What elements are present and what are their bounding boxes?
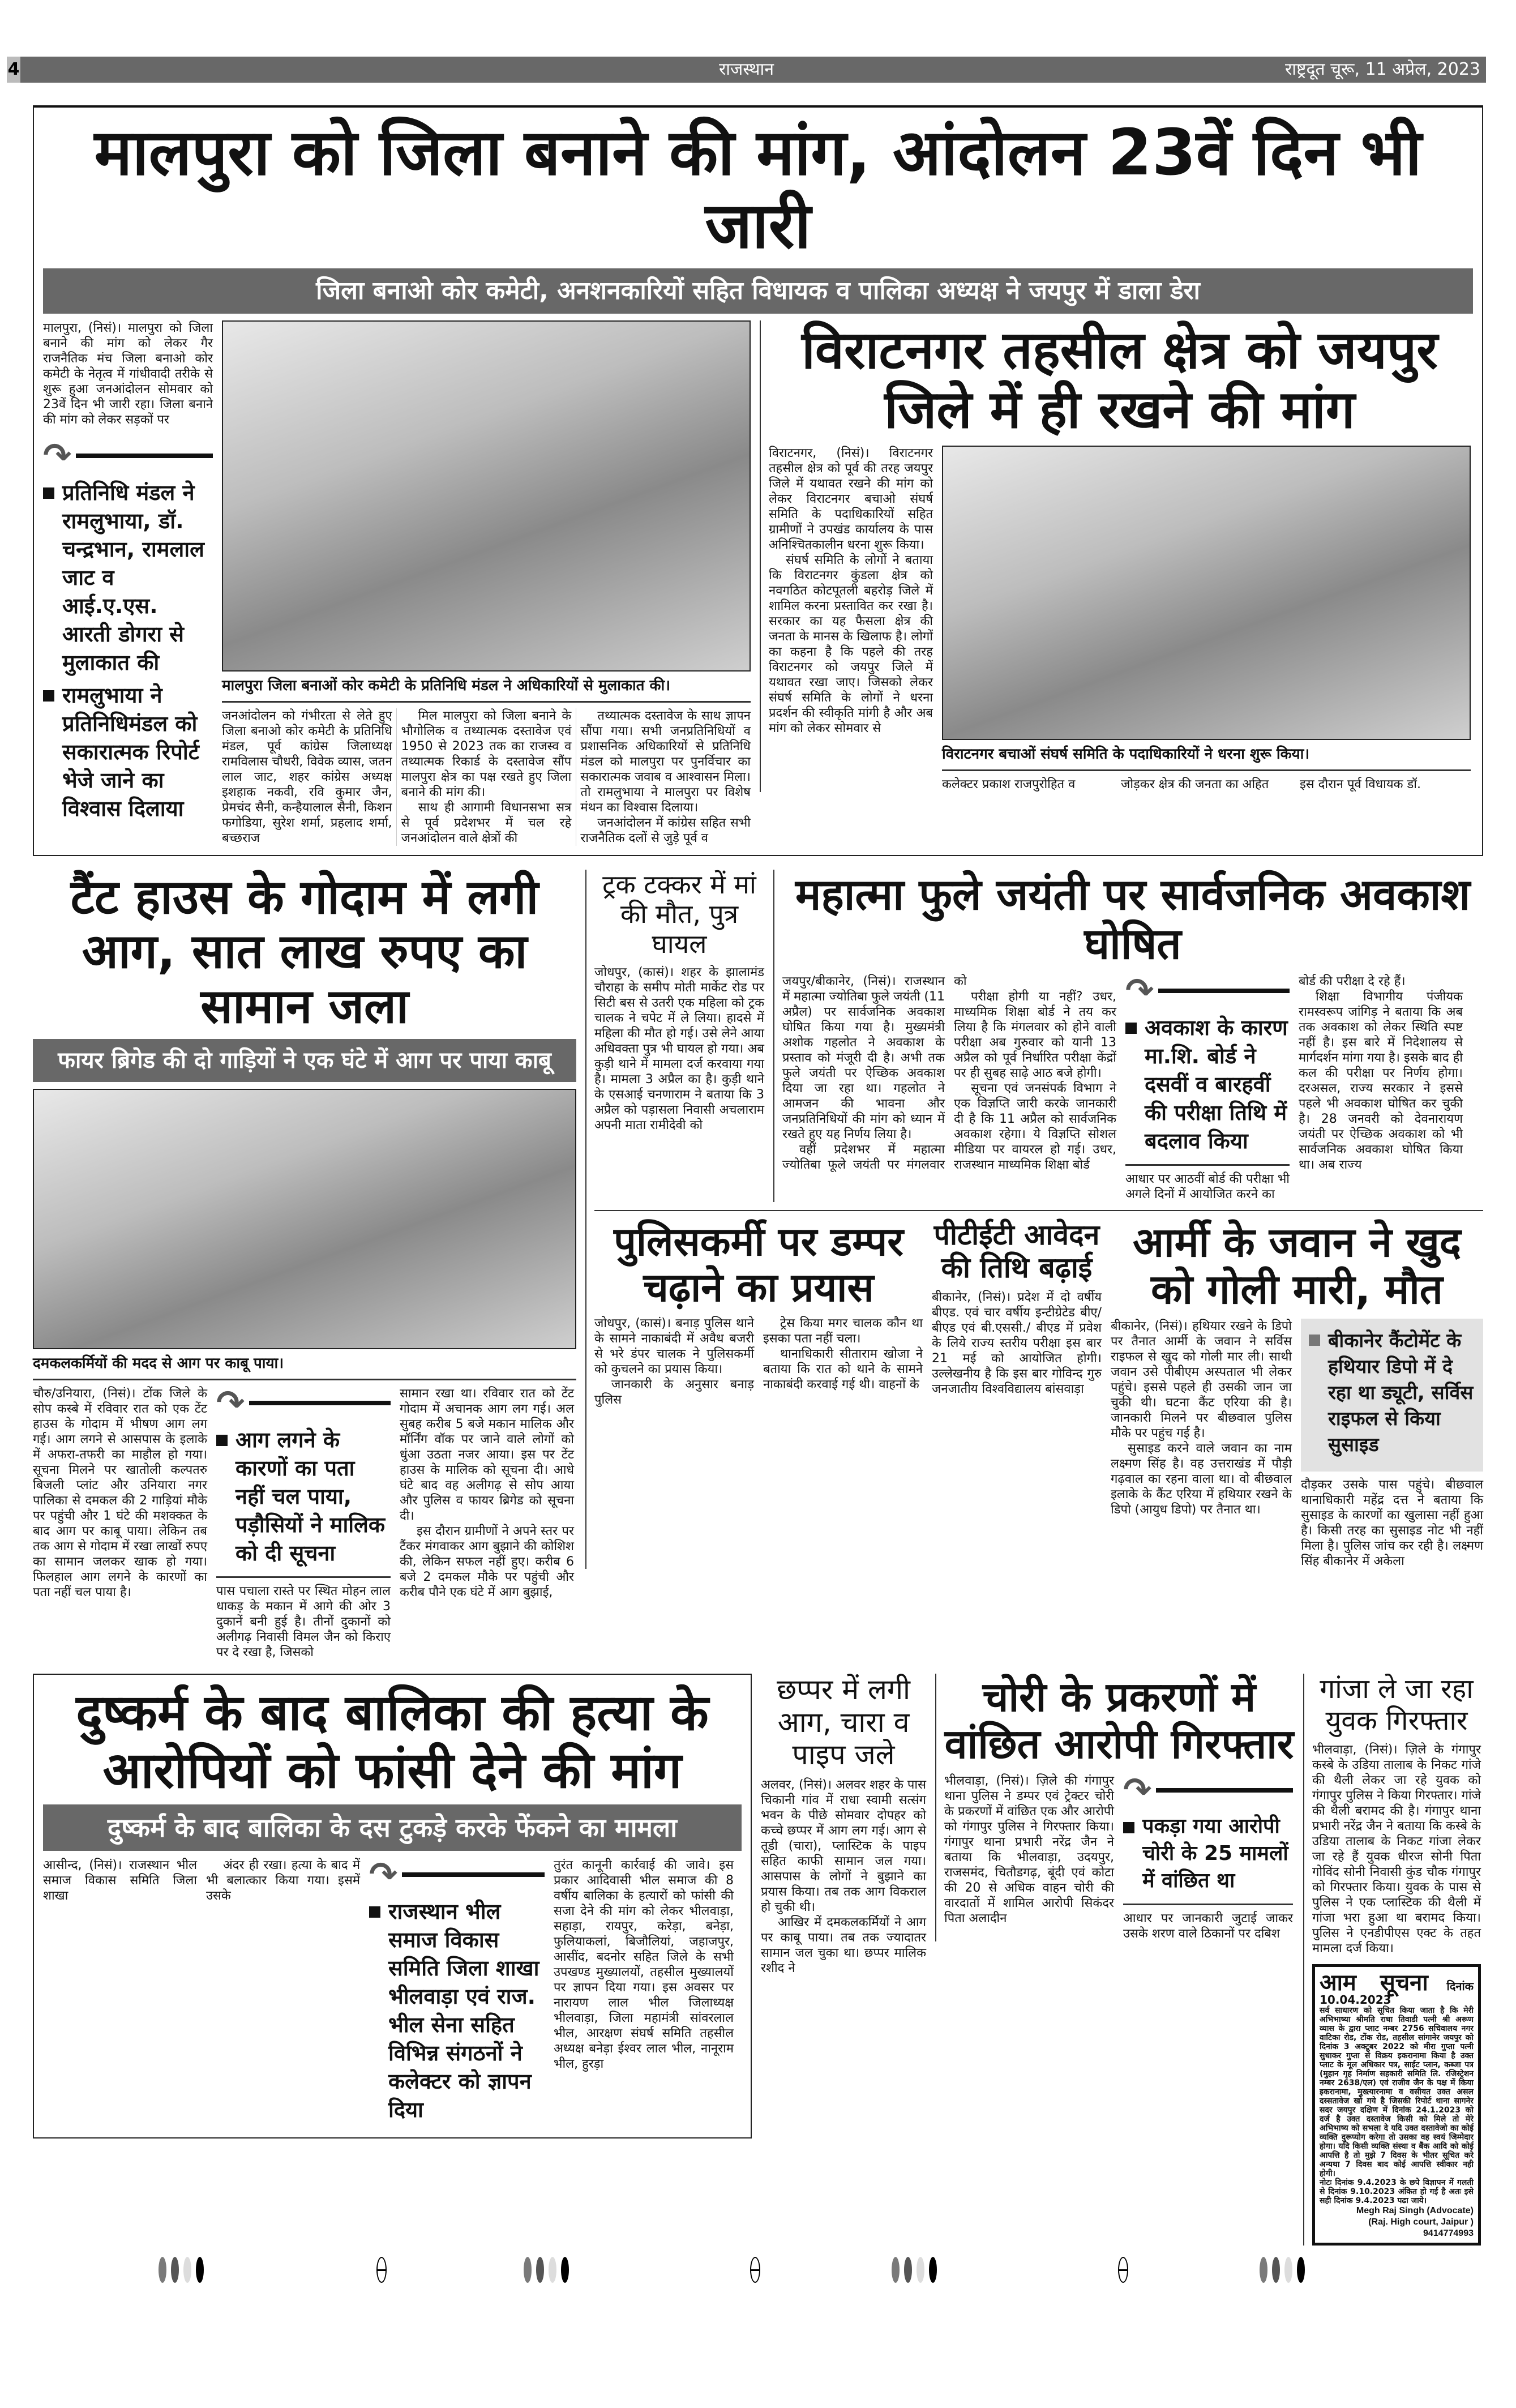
malpura-subhead: जिला बनाओ कोर कमेटी, अनशनकारियों सहित विधायक व पालिका अध्यक्ष ने जयपुर में डाला डेरा bbox=[43, 268, 1473, 314]
rape-body: आसीन्द, (निसं)। राजस्थान भील समाज विकास समिति जिला शाखा अंदर ही रखा। हत्या के बाद में भी बलात्कार किया गया। इसमें उसके bbox=[43, 1858, 360, 1903]
malpura-highlights bbox=[43, 435, 213, 823]
chappar-body: अलवर, (निसं)। अलवर शहर के पास चिकानी गांव में राधा स्वामी सत्संग भवन के पीछे सोमवार दोपहर को कच्चे छप्पर में आग लग गई। आग से तूडी (चारा), प्लास्टिक के पाइप सहित काफी सामान जल गया। आसपास के लोगों ने बुझाने का प्रयास किया। तब तक आग विकराल हो चुकी थी। आखिर में दमकलकर्मियों ने आग पर काबू पाया। तब तक ज्यादातर सामान जल चुका था। छप्पर मालिक रशीद ने bbox=[761, 1777, 926, 1975]
viratnagar-body: कलेक्टर प्रकाश राजपुरोहित व जोड़कर क्षेत्र की जनता का अहित इस दौरान पूर्व विधायक डॉ. bbox=[942, 777, 1421, 792]
notice-title: आम सूचना bbox=[1320, 1969, 1428, 1996]
chappar-story bbox=[761, 1674, 926, 1976]
notice-date: दिनांक 10.04.2023 bbox=[1320, 1979, 1474, 2007]
fire-photo bbox=[33, 1089, 576, 1349]
malpura-main bbox=[222, 320, 751, 846]
highlight-item: प्रतिनिधि मंडल ने रामलुभाया, डॉ. चन्द्रभान, रामलाल जाट व आई.ए.एस. आरती डोगरा से मुलाकात की bbox=[43, 478, 213, 677]
rape-headline: दुष्कर्म के बाद बालिका की हत्या के आरोपियों को फांसी देने की मांग bbox=[76, 1683, 709, 1799]
rape-highlight: ↷ राजस्थान भील समाज विकास समिति जिला शाखा भीलवाड़ा एवं राज. भील सेना सहित विभिन्न संगठनों ने कलेक्टर को ज्ञापन दिया bbox=[369, 1858, 545, 2128]
section-name: राजस्थान bbox=[719, 59, 774, 79]
registration-mark-icon bbox=[1118, 2257, 1128, 2283]
fire-headline: टैंट हाउस के गोदाम में लगी आग, सात लाख रुपए का सामान जला bbox=[70, 869, 539, 1034]
theft-body2: आधार पर जानकारी जुटाई जाकर उसके शरण वाले ठिकानों पर दबिश bbox=[1123, 1911, 1293, 1941]
edition-date: राष्ट्रदूत चूरू, 11 अप्रेल, 2023 bbox=[1284, 59, 1480, 79]
viratnagar-caption: विराटनगर बचाओं संघर्ष समिति के पदाधिकारियों ने धरना शुरू किया। bbox=[942, 740, 1471, 771]
color-bar-icon bbox=[892, 2257, 937, 2283]
color-bar-icon bbox=[524, 2257, 569, 2283]
army-headline: आर्मी के जवान ने खुद को गोली मारी, मौत bbox=[1132, 1218, 1461, 1314]
fire-highlight: ↷ आग लगने के कारणों का पता नहीं चल पाया, पड़ौसियों ने मालिक को दी सूचना bbox=[216, 1386, 391, 1578]
army-body2: दौड़कर उसके पास पहुंचे। बीछवाल थानाधिकारी महेंद्र दत्त ने बताया कि सुसाइड के कारणों का खुलासा नहीं हुआ है। किसी तरह का सुसाइड नोट भी नहीं मिला है। पुलिस जांच कर रही है। लक्ष्मण सिंह बीकानेर में अकेला bbox=[1301, 1477, 1483, 1568]
rape-story-frame bbox=[33, 1674, 752, 2138]
theft-body: भीलवाड़ा, (निसं)। ज़िले की गंगापुर थाना पुलिस ने डम्पर एवं ट्रेक्टर चोरी के प्रकरणों में वांछित एक और आरोपी को गंगापुर पुलिस ने गिरफ्तार किया। गंगापुर थाना प्रभारी नरेंद्र जैन ने बताया कि भीलवाड़ा, उदयपुर, राजसमंद, चितौडगढ़, बूंदी एवं कोटा की 20 से अधिक वाहन चोरी की वारदातों में शामिल आरोपी सिकंदर पिता अलादीन bbox=[944, 1773, 1114, 1926]
rape-subhead: दुष्कर्म के बाद बालिका के दस टुकड़े करके फेंकने का मामला bbox=[43, 1804, 742, 1851]
army-right-column bbox=[1301, 1319, 1483, 1569]
phule-middle-column bbox=[1125, 971, 1290, 1202]
fire-middle-column bbox=[216, 1383, 391, 1660]
ptet-headline: पीटीईटी आवेदन की तिथि बढ़ाई bbox=[933, 1218, 1100, 1284]
malpura-photo bbox=[222, 320, 751, 671]
middle-right bbox=[585, 870, 1483, 1569]
dumper-headline: पुलिसकर्मी पर डम्पर चढ़ाने का प्रयास bbox=[614, 1218, 903, 1311]
malpura-story bbox=[43, 320, 751, 846]
curved-arrow-icon: ↷ bbox=[369, 1858, 545, 1892]
curved-arrow-icon: ↷ bbox=[1123, 1773, 1293, 1807]
curved-arrow-icon: ↷ bbox=[1125, 974, 1290, 1008]
print-registration-marks bbox=[0, 2257, 1516, 2285]
malpura-lead-column bbox=[43, 320, 213, 827]
viratnagar-lead: विराटनगर, (निसं)। विराटनगर तहसील क्षेत्र को पूर्व की तरह जयपुर जिले में यथावत रखने की मांग को लेकर विराटनगर बचाओ संघर्ष समिति के पदाधिकारियों सहित ग्रामीणों ने उपखंड कार्यालय के पास अनिश्चितकालीन धरना शुरू किया। संघर्ष समिति के लोगों ने बताया कि विराटनगर कुंडला क्षेत्र को नवगठित कोटपूतली बहरोड़ जिले में शामिल करना प्रस्तावित कर रखा है। सरकार का यह फैसला क्षेत्र की जनता के मानस के खिलाफ है। लोगों का कहना है कि पहले की तरह विराटनगर को जयपुर जिले में यथावत रखा जाए। जिसको लेकर संघर्ष समिति के लोगों ने धरना प्रदर्शन की स्वीकृति मांगी है और अब मांग को लेकर सोमवार से bbox=[769, 446, 933, 736]
curved-arrow-icon: ↷ bbox=[43, 439, 213, 473]
rape-body2: तुरंत कानूनी कार्रवाई की जावे। इस प्रकार आदिवासी भील समाज की 8 वर्षीय बालिका के हत्यारों को फांसी की सजा देने की मांग को लेकर भीलवाड़ा, सहाड़ा, रायपुर, करेड़ा, बनेड़ा, फुलियाकलां, बिजौलियां, जहाजपुर, आसींद, बदनोर सहित जिले के सभी उपखण्ड मुख्यालयों, तहसील मुख्यालयों पर ज्ञापन दिया गया। इस अवसर पर नारायण लाल भील जिलाध्यक्ष भीलवाड़ा, जिला महामंत्री सांवरलाल भील, आरक्षण संघर्ष समिति तहसील अध्यक्ष बनेड़ा ईश्वर लाल भील, नानूराम भील, हुरड़ा bbox=[554, 1858, 734, 2071]
notice-body: सर्व साधारण को सूचित किया जाता है कि मेरी अभिभाष्या श्रीमति राधा तिवाडी पत्नी श्री अरूण व्यास के द्वारा प्लाट नम्बर 2756 सचिवालय नगर वाटिका रोड, टोंक रोड, तहसील सांगानेर जयपुर को दिनांक 3 अक्टूबर 2022 को मीरा गुप्ता पत्नी सुधाकर गुप्ता से विक्रय इकरानामा किया है उक्त प्लाट के मूल अधिकार पत्र, साईट प्लान, कब्जा पत्र (मुहान गृह निर्माण सहकारी समिति लि. रजिस्ट्रेशन नम्बर 2638/एल) एवं राजीव जैन के पक्ष में किया इकरानामा, मुख्त्यारनामा व वसीयत उक्त असल दस्सतावेज खो गये है जिसकी रिपोर्ट थाना सागनेर सदर जयपुर दक्षिण में दिनांक 24.1.2023 को दर्ज है उक्त दस्तावेज किसी को मिले तो मेरे अभिभाष्य को सभला दे यदि उक्त दस्तावेजो का कोई व्यक्ति दुरूप्योग करेगा तो उसका वह स्वयं जिम्मेदार होगा। यदि किसी व्यक्ति संस्था व बैंक आदि को कोई आपत्ति है तो मुझे 7 दिवस के भीतर सूचित करे अन्यथा 7 दिवस बाद कोई आपत्ति स्वीकार नही होगी। bbox=[1320, 2005, 1474, 2178]
notice-signature: Megh Raj Singh (Advocate) bbox=[1356, 2205, 1474, 2215]
fire-body-b: सामान रखा था। रविवार रात को टेंट गोदाम में अचानक आग लग गई। अल सुबह करीब 5 बजे मकान मालिक और मॉर्निंग वॉक पर जाने वाले लोगों को धुंआ उठता नजर आया। इस पर टेंट हाउस के मालिक को सूचना दी। आधे घंटे बाद वह अलीगढ़ से सोप आया और पुलिस व फायर ब्रिगेड को सूचना दी। इस दौरान ग्रामीणों ने अपने स्तर पर टैंकर मंगवाकर आग बुझाने की कोशिश की, लेकिन सफल नहीं हुए। करीब 6 बजे 2 दमकल मौके पर पहुंची और करीब पौने एक घंटे में आग बुझाई, bbox=[400, 1387, 574, 1600]
divider bbox=[594, 1210, 1483, 1211]
registration-mark-icon bbox=[750, 2257, 760, 2283]
theft-headline: चोरी के प्रकरणों में वांछित आरोपी गिरफ्तार bbox=[944, 1673, 1294, 1768]
page-number: 4 bbox=[7, 57, 20, 83]
truck-body: जोधपुर, (कासं)। शहर के झालामंड चौराहा के समीप मोती मार्केट रोड पर सिटी बस से उतरी एक महिला को ट्रक चालक ने चपेट में ले लिया। हादसे में महिला की मौत हो गई। उसे लेने आया अधिवक्ता पुत्र भी घायल हो गया। अब कुड़ी थाने में मामला दर्ज करवाया गया है। मामला 3 अप्रैल का है। कुड़ी थाने के एसआई चनणाराम ने बताया कि 3 अप्रैल को पड़ासला निवासी अचलाराम अपनी माता रामीदेवी को bbox=[594, 965, 764, 1133]
phule-body3: बोर्ड की परीक्षा दे रहे हैं। शिक्षा विभागीय पंजीयक रामस्वरूप जांगिड़ ने बताया कि अब तक अवकाश को लेकर स्थिति स्पष्ट नहीं है। इस बारे में निदेशालय से मार्गदर्शन मांगा गया है। इसके बाद ही कल की परीक्षा पर निर्णय होगा। दरअसल, राज्य सरकार ने इससे पहले भी अवकाश घोषित कर चुकी है। 28 जनवरी को देवनारायण जयंती पर ऐच्छिक अवकाश को भी सार्वजनिक अवकाश घोषित किया था। अब राज्य bbox=[1299, 974, 1463, 1173]
dumper-story bbox=[594, 1219, 923, 1408]
malpura-caption: मालपुरा जिला बनाओं कोर कमेटी के प्रतिनिधि मंडल ने अधिकारियों से मुलाकात की। bbox=[222, 671, 751, 703]
notice-note: नोटः दिनांक 9.4.2023 के छपे विज्ञापन में गलती से दिनांक 9.10.2023 अंकित हो गई है अतः इसे सही दिनांक 9.4.2023 पढा जाये। bbox=[1320, 2178, 1474, 2205]
theft-highlight: ↷ पकड़ा गया आरोपी चोरी के 25 मामलों में वांछित था bbox=[1123, 1773, 1293, 1905]
truck-headline: ट्रक टक्कर में मां की मौत, पुत्र घायल bbox=[602, 869, 756, 960]
curved-arrow-icon: ↷ bbox=[216, 1386, 391, 1420]
chappar-headline: छप्पर में लगी आग, चारा व पाइप जले bbox=[777, 1673, 910, 1772]
highlight-item: रामलुभाया ने प्रतिनिधिमंडल को सकारात्मक रिपोर्ट भेजे जाने का विश्वास दिलाया bbox=[43, 681, 213, 823]
page-header bbox=[7, 57, 1486, 83]
army-story bbox=[1111, 1219, 1483, 1569]
fire-story bbox=[33, 870, 576, 1661]
fire-subhead: फायर ब्रिगेड की दो गाड़ियों ने एक घंटे में आग पर पाया काबू bbox=[33, 1039, 576, 1082]
fire-caption: दमकलकर्मियों की मदद से आग पर काबू पाया। bbox=[33, 1349, 576, 1380]
army-highlight-box: बीकानेर कैंटोमेंट के हथियार डिपो में दे रहा था ड्यूटी, सर्विस राइफल से किया सुसाइड bbox=[1301, 1319, 1483, 1472]
ptet-body: बीकानेर, (निसं)। प्रदेश में दो वर्षीय बीएड. एवं चार वर्षीय इन्टीग्रेटेड बीए/बीएड एवं बी.एससी./ बीएड में प्रवेश के लिये राज्य स्तरीय परीक्षा इस बार 21 मई को आयोजित होगी। उल्लेखनीय है कि इस बार गोविन्द गुरु जनजातीय विश्वविद्यालय बांसवाड़ा bbox=[932, 1290, 1102, 1397]
fire-body-a: पास पचाला रास्ते पर स्थित मोहन लाल धाकड़ के मकान में आगे की ओर 3 दुकानें बनी हुई है। तीनों दुकानों को अलीगढ़ निवासी विमल जैन को किराए पर दे रखा है, जिसको bbox=[216, 1584, 391, 1660]
viratnagar-photo bbox=[942, 446, 1471, 740]
public-notice-ad bbox=[1312, 1964, 1481, 2246]
ganja-headline: गांजा ले जा रहा युवक गिरफ्तार bbox=[1320, 1673, 1474, 1737]
malpura-lead: मालपुरा, (निसं)। मालपुरा को जिला बनाने की मांग को लेकर गैर राजनैतिक मंच जिला बनाओ कोर कमेटी के नेतृत्व में गांधीवादी तरीके से शुरू हुआ जनआंदोलन सोमवार को 23वें दिन भी जारी रहा। जिला बनाने की मांग को लेकर सड़कों पर bbox=[43, 320, 213, 427]
army-body: बीकानेर, (निसं)। हथियार रखने के डिपो पर तैनात आर्मी के जवान ने सर्विस राइफल से खुद को गोली मार ली। साथी जवान उसे पीबीएम अस्पताल भी लेकर पहुंचे। इससे पहले ही उसकी जान जा चुकी थी। घटना कैंट एरिया की है। जानकारी मिलने पर बीछवाल पुलिस मौके पर पहुंच गई है। सुसाइड करने वाले जवान का नाम लक्ष्मण सिंह है। वह उत्तराखंड में पौड़ी गढ़वाल का रहना वाला था। वो बीछवाल इलाके के कैंट एरिया में हथियार रखने के डिपो (आयुध डिपो) पर तैनात था। bbox=[1111, 1319, 1292, 1517]
fire-lead: चौरु/उनियारा, (निसं)। टोंक जिले के सोप कस्बे में रविवार रात को एक टेंट हाउस के गोदाम में भीषण आग लग गई। आग लगने से आसपास के इलाके में अफरा-तफरी का माहौल हो गया। सूचना मिलने पर खातोली कल्पतरु बिजली प्लांट और उनियारा नगर पालिका से दमकल की 2 गाड़ियां मौके पर पहुंची और 1 घंटे की मशक्कत के बाद आग पर काबू पाया। लेकिन तब तक आग से गोदाम में रखा लाखों रुपए का सामान जलकर खाक हो गया। फिलहाल आग लगने के कारणों का पता नहीं चल पाया है। bbox=[33, 1387, 207, 1600]
notice-signature-detail: (Raj. High court, Jaipur ) 9414774993 bbox=[1368, 2217, 1474, 2238]
ganja-story bbox=[1303, 1674, 1481, 2245]
malpura-headline: मालपुरा को जिला बनाने की मांग, आंदोलन 23वें दिन भी जारी bbox=[94, 116, 1422, 263]
ptet-story bbox=[932, 1219, 1102, 1397]
color-bar-icon bbox=[159, 2257, 204, 2283]
dumper-body: जोधपुर, (कासं)। बनाड़ पुलिस थाने के सामने नाकाबंदी में अवैध बजरी से भरे डंपर चालक ने पुलिसकर्मी को कुचलने का प्रयास किया। जानकारी के अनुसार बनाड़ पुलिस ट्रेस किया मगर चालक कौन था इसका पता नहीं चला। थानाधिकारी सीताराम खोजा ने बताया कि रात को थाने के सामने नाकाबंदी करवाई गई थी। वाहनों के bbox=[594, 1316, 923, 1408]
theft-story bbox=[935, 1674, 1294, 1941]
phule-highlight: ↷ अवकाश के कारण मा.शि. बोर्ड ने दसवीं व बारहवीं की परीक्षा तिथि में बदलाव किया bbox=[1125, 974, 1290, 1166]
malpura-body: जनआंदोलन को गंभीरता से लेते हुए जिला बनाओ कोर कमेटी के प्रतिनिधि मंडल, पूर्व कांग्रेस जिलाध्यक्ष रामविलास चौधरी, विवेक व्यास, जतन लाल जाट, शहर कांग्रेस अध्यक्ष इशहाक नकवी, रवि कुमार जैन, प्रेमचंद सैनी, कन्हैयालाल सैनी, किशन फगोडिया, सुरेश शर्मा, प्रहलाद शर्मा, बच्छराज मिल मालपुरा को जिला बनाने के भौगोलिक व तथ्यात्मक दस्तावेज एवं 1950 से 2023 तक का राजस्व व तथ्यात्मक रिकार्ड के दस्तावेज सौंप मालपुरा क्षेत्र का पक्ष रखते हुए जिला बनाने की मांग की। साथ ही आगामी विधानसभा सत्र से पूर्व प्रदेशभर में चल रहे जनआंदोलन वाले क्षेत्रों की तथ्यात्मक दस्तावेज के साथ ज्ञापन सौंपा गया। सभी जनप्रतिनिधियों व प्रशासनिक अधिकारियों से प्रतिनिधि मंडल को मालपुरा पर पुनर्विचार का सकारात्मक जवाब व आश्वासन मिला। तो रामलुभाया ने मालपुरा पर विशेष मंथन का विश्वास दिलाया। जनआंदोलन में कांग्रेस सहित सभी राजनैतिक दलों से जुड़े पूर्व व bbox=[222, 708, 751, 845]
top-stories-frame bbox=[33, 105, 1483, 856]
viratnagar-story bbox=[760, 320, 1471, 793]
viratnagar-headline: विराटनगर तहसील क्षेत्र को जयपुर जिले में ही रखने की मांग bbox=[802, 319, 1438, 440]
viratnagar-main bbox=[942, 446, 1471, 792]
ganja-body: भीलवाड़ा, (निसं)। ज़िले के गंगापुर कस्बे के उडिया तालाब के निकट गांजे की थैली लेकर जा रहे युवक को गंगापुर पुलिस ने किया गिरफ्तार। गांजे की थैली बरामद की है। गंगापुर थाना प्रभारी नरेंद्र जैन ने बताया कि कस्बे के उडिया तालाब के निकट गांजा लेकर जा रहे हैं युवक धीरज सोनी पिता गोविंद सोनी निवासी कुंड चौक गंगापुर को गिरफ्तार किया। युवक के पास से पुलिस ने एक प्लास्टिक की थैली में गांजा भरा हुआ था बरामद किया। पुलिस ने एनडीपीएस एक्ट के तहत मामला दर्ज किया। bbox=[1312, 1742, 1481, 1956]
phule-story bbox=[773, 870, 1483, 1203]
theft-right-column bbox=[1123, 1770, 1293, 1941]
color-bar-icon bbox=[1260, 2257, 1305, 2283]
phule-headline: महात्मा फुले जयंती पर सार्वजनिक अवकाश घोषित bbox=[795, 869, 1471, 969]
registration-mark-icon bbox=[376, 2257, 387, 2283]
phule-body: जयपुर/बीकानेर, (निसं)। राजस्थान में महात्मा ज्योतिबा फुले जयंती (11 अप्रैल) पर सार्वजनिक अवकाश घोषित किया गया है। मुख्यमंत्री अशोक गहलोत ने अवकाश के प्रस्ताव को मंजूरी दी है। अभी तक फुले जयंती पर ऐच्छिक अवकाश दिया जा रहा था। गहलोत ने आमजन की भावना और जनप्रतिनिधियों की मांग को ध्यान में रखते हुए यह निर्णय लिया है। वहीं प्रदेशभर में महात्मा ज्योतिबा फूले जयंती पर मंगलवार को परीक्षा होगी या नहीं? उधर, माध्यमिक शिक्षा बोर्ड ने तय कर लिया है कि मंगलवार को होने वाली परीक्षा अब गुरुवार को यानी 13 अप्रैल को पूर्व निर्धारित परीक्षा केंद्रों पर ही सुबह साढ़े आठ बजे होगी। सूचना एवं जनसंपर्क विभाग ने एक विज्ञप्ति जारी करके जानकारी दी है कि 11 अप्रैल को सार्वजनिक अवकाश रहेगा। ये विज्ञप्ति सोशल मीडिया पर वायरल हो गई। उधर, राजस्थान माध्यमिक शिक्षा बोर्ड bbox=[782, 974, 1116, 1173]
truck-story bbox=[594, 870, 764, 1134]
bottom-band bbox=[33, 1674, 1483, 2245]
phule-body2: आधार पर आठवीं बोर्ड की परीक्षा भी अगले दिनों में आयोजित करने का bbox=[1125, 1172, 1290, 1202]
middle-band bbox=[33, 870, 1483, 1661]
